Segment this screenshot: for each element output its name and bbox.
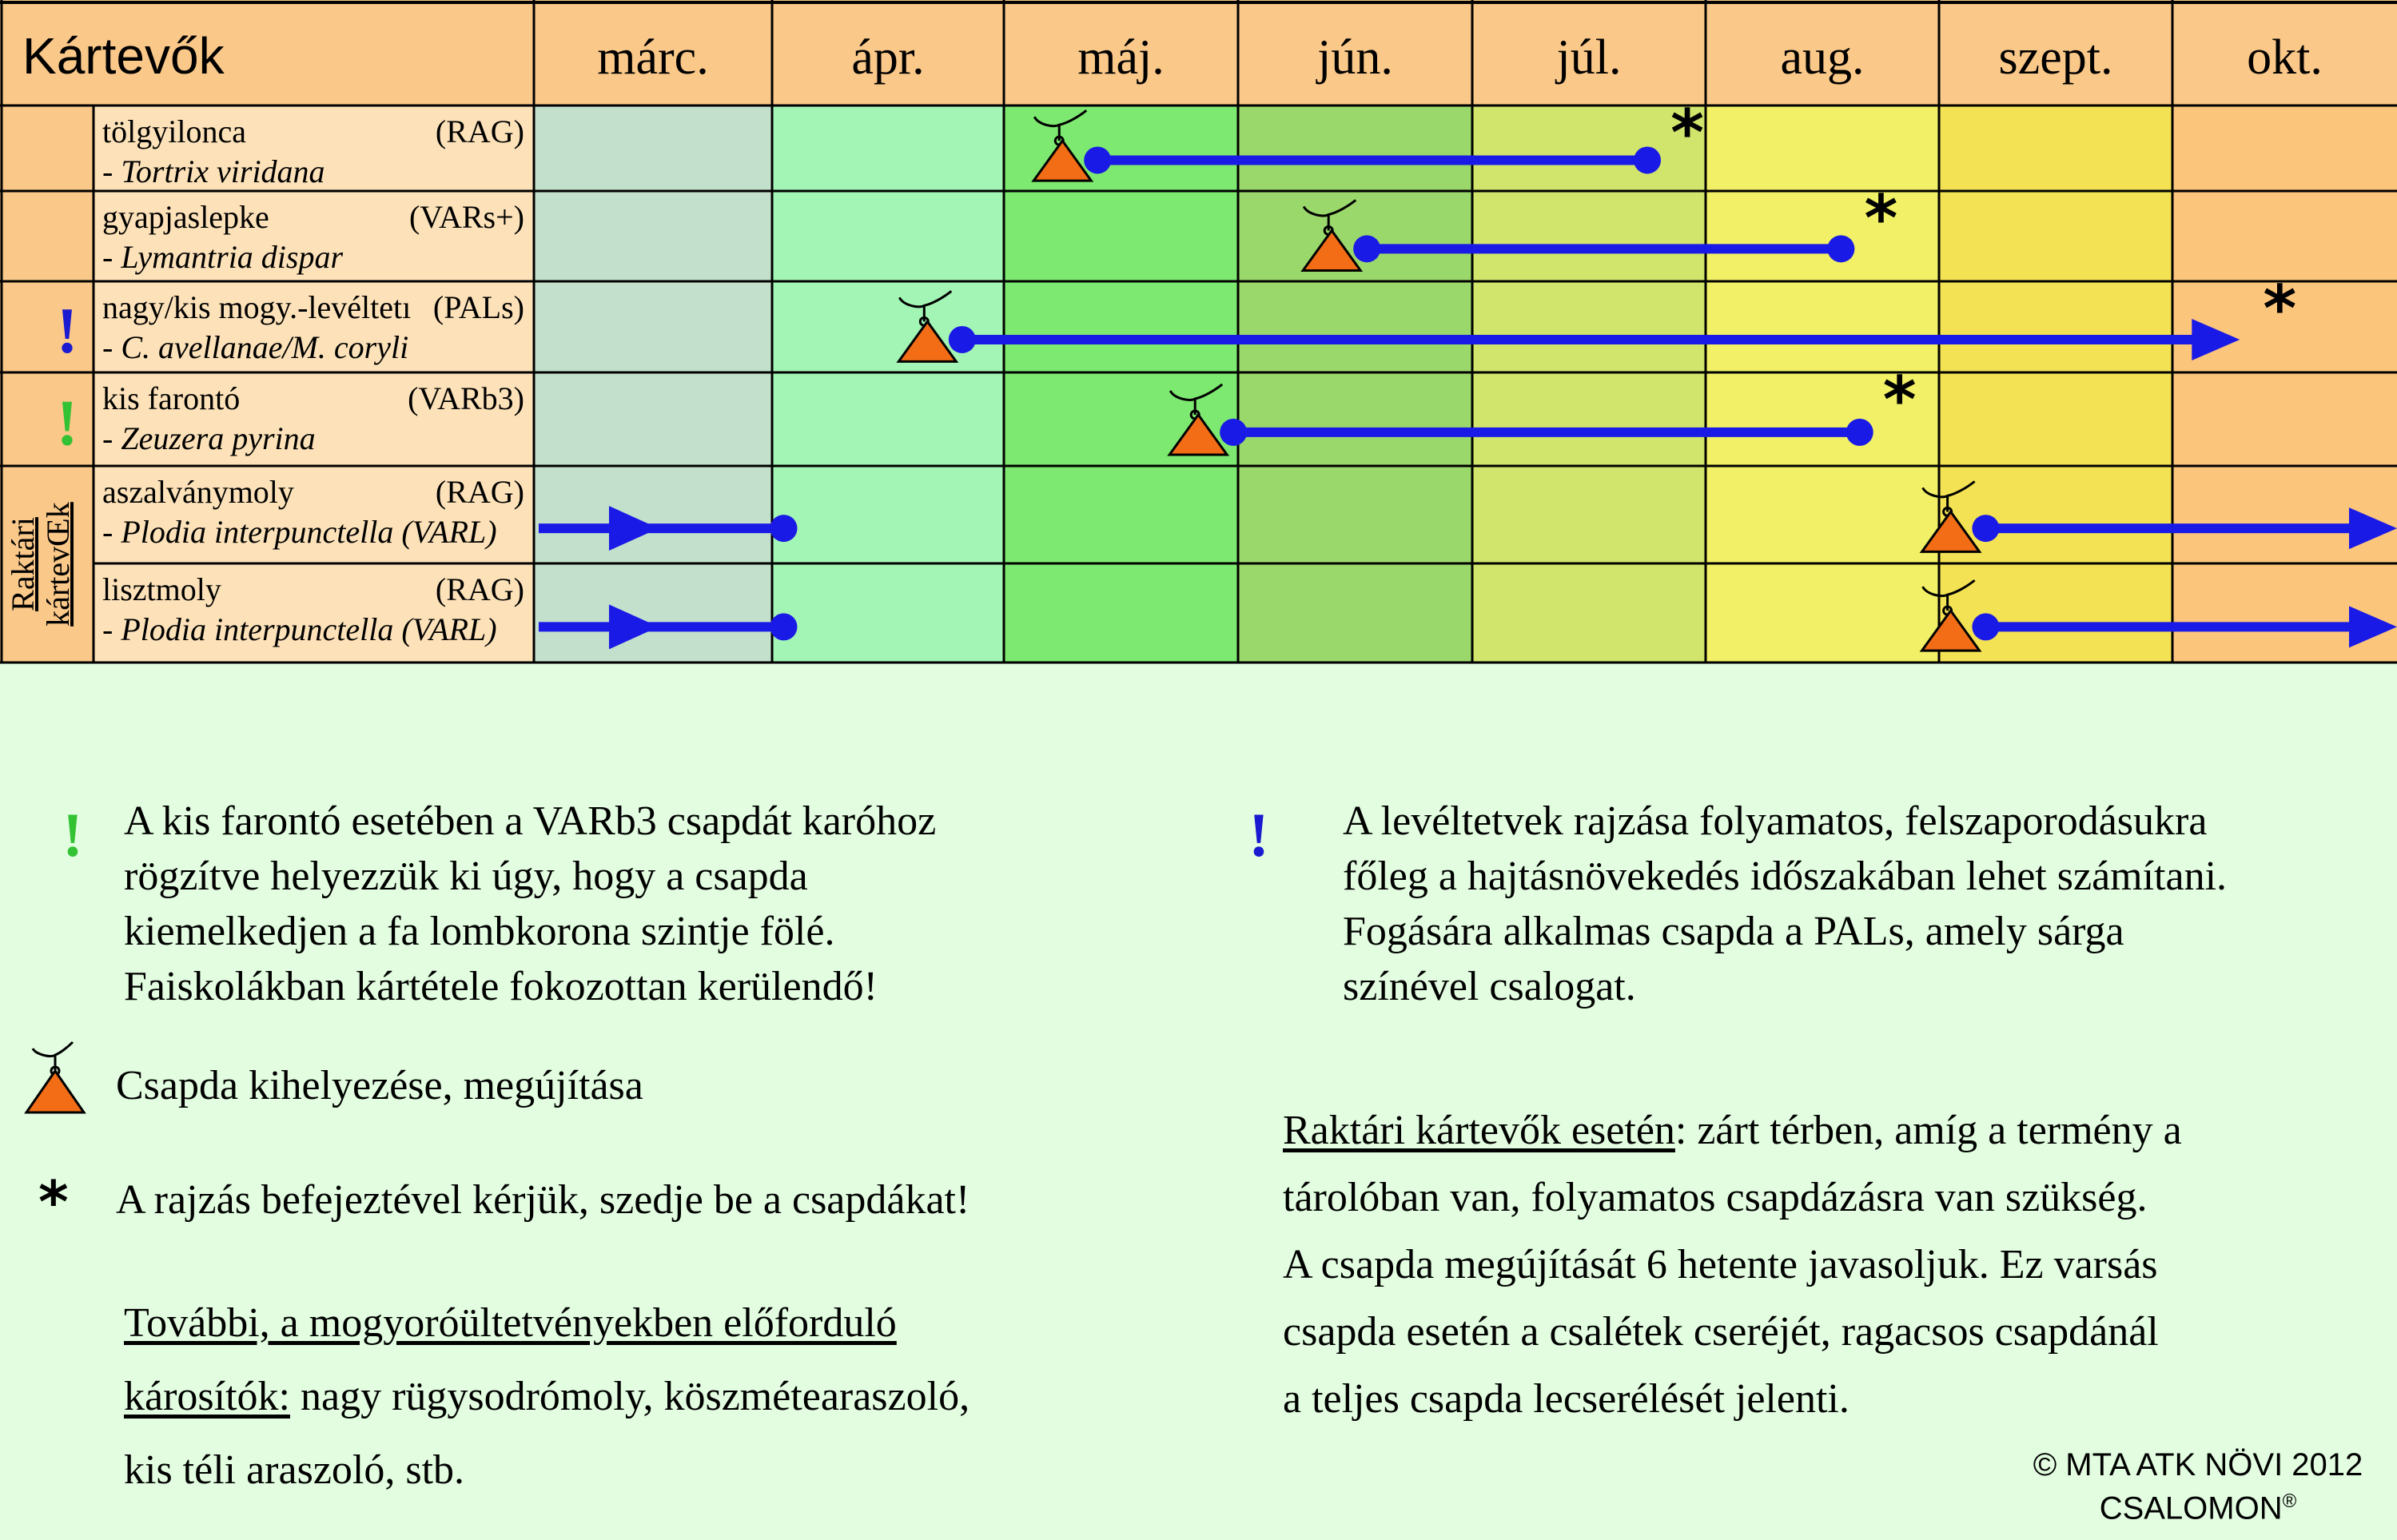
brand-name: CSALOMON: [2099, 1490, 2283, 1526]
blue-exclamation-icon: !: [1248, 800, 1269, 869]
table-title-header: Kártevők: [22, 27, 225, 85]
further-pests-line: kis téli araszoló, stb.: [124, 1447, 465, 1493]
flight-end-dot: [770, 515, 798, 542]
month-column-1: [534, 105, 772, 663]
asterisk-icon: *: [1864, 181, 1898, 256]
asterisk-icon: *: [2263, 272, 2297, 346]
pest-latin-name: - C. avellanae/M. coryli: [102, 329, 409, 365]
pest-name: tölgyilonca: [102, 113, 246, 149]
pest-latin-name: - Tortrix viridana: [102, 153, 325, 189]
pest-trap-code: (VARs+): [408, 199, 524, 235]
levéltetű-note-line: főleg a hajtásnövekedés időszakában lehet számítani.: [1343, 854, 2228, 899]
storage-note-line: [1283, 1097, 2182, 1164]
month-header: márc.: [597, 30, 709, 85]
flight-start-dot: [1353, 235, 1380, 262]
storage-group-label: kártevŒk: [40, 502, 76, 627]
month-header: jún.: [1317, 30, 1393, 85]
storage-note-line: tárolóban van, folyamatos csapdázásra van szükség.: [1283, 1175, 2148, 1220]
month-header: máj.: [1077, 30, 1165, 85]
month-header: okt.: [2247, 30, 2323, 85]
pest-trap-code: (RAG): [435, 113, 524, 149]
copyright-brand: [2014, 1483, 2382, 1526]
month-header: ápr.: [851, 30, 925, 85]
flight-end-dot: [1827, 235, 1854, 262]
month-column-4: [1238, 105, 1472, 663]
farontó-note-line: kiemelkedjen a fa lombkorona szintje fölé.: [124, 909, 835, 954]
pest-latin-name: - Plodia interpunctella (VARL): [102, 514, 497, 550]
month-column-5: [1472, 105, 1706, 663]
flight-start-dot: [1084, 146, 1111, 173]
further-pests-heading: További, a mogyoróültetvényekben előforduló: [124, 1300, 897, 1346]
copyright-line: © MTA ATK NÖVI 2012: [2033, 1447, 2363, 1482]
farontó-note-line: A kis farontó esetében a VARb3 csapdát karóhoz: [124, 798, 937, 844]
pest-trap-code: (VARb3): [408, 380, 524, 416]
farontó-note: [124, 794, 936, 1014]
storage-note-line: A csapda megújítását 6 hetente javasoljuk. Ez varsás: [1283, 1242, 2158, 1287]
green-exclamation-icon: !: [62, 800, 83, 869]
copyright: [2014, 1446, 2382, 1526]
pest-name: gyapjaslepke: [102, 199, 269, 235]
month-column-7: [1939, 105, 2172, 663]
asterisk-icon: *: [1882, 363, 1917, 437]
storage-group-label: Raktári: [5, 517, 41, 611]
pest-name: kis farontó: [102, 380, 241, 416]
blue-exclamation-icon: !: [56, 294, 78, 367]
month-header: júl.: [1556, 30, 1622, 85]
green-exclamation-icon: !: [56, 386, 78, 460]
further-pests-list: nagy rügysodrómoly, köszmétearaszoló,: [289, 1374, 970, 1419]
levéltetű-note-line: A levéltetvek rajzása folyamatos, felszaporodásukra: [1343, 798, 2208, 844]
farontó-note-line: rögzítve helyezzük ki úgy, hogy a csapda: [124, 854, 808, 899]
trap-legend-text: Csapda kihelyezése, megújítása: [116, 1063, 643, 1108]
month-header: aug.: [1780, 30, 1865, 85]
further-pests-heading-end: károsítók:: [124, 1374, 290, 1419]
registered-mark: ®: [2282, 1490, 2297, 1512]
month-header: szept.: [1998, 30, 2113, 85]
storage-pests-note: [1283, 1097, 2182, 1433]
further-pests-note: [124, 1287, 970, 1507]
asterisk-icon: *: [1670, 96, 1704, 170]
month-column-2: [772, 105, 1004, 663]
storage-note-line: a teljes csapda lecserélését jelenti.: [1283, 1376, 1850, 1422]
flight-start-dot: [1220, 419, 1247, 446]
levéltetű-note-line: színével csalogat.: [1343, 964, 1636, 1009]
flight-start-dot: [949, 326, 976, 353]
flight-start-dot: [1972, 613, 1999, 640]
flight-calendar-chart: [0, 0, 2397, 667]
pest-latin-name: - Plodia interpunctella (VARL): [102, 611, 497, 647]
pest-name: lisztmoly: [102, 571, 221, 607]
pest-trap-code: (PALs): [432, 289, 524, 325]
month-column-8: [2172, 105, 2397, 663]
pest-latin-name: - Lymantria dispar: [102, 239, 344, 275]
levéltetű-note-line: Fogására alkalmas csapda a PALs, amely sárga: [1343, 909, 2124, 954]
pest-trap-code: (RAG): [435, 474, 524, 510]
levéltetű-note: [1343, 794, 2227, 1014]
flight-end-dot: [770, 613, 798, 640]
further-pests-line: [124, 1360, 970, 1434]
flight-start-dot: [1972, 515, 1999, 542]
trap-legend-icon: [20, 1039, 92, 1119]
pest-name: aszalványmoly: [102, 474, 294, 510]
star-legend-text: A rajzás befejeztével kérjük, szedje be a csapdákat!: [116, 1177, 970, 1223]
farontó-note-line: Faiskolákban kártétele fokozottan kerülendő!: [124, 964, 878, 1009]
pest-latin-name: - Zeuzera pyrina: [102, 420, 316, 456]
storage-note-title: Raktári kártevők esetén: [1283, 1108, 1675, 1153]
flight-end-dot: [1846, 419, 1873, 446]
storage-note-line: csapda esetén a csalétek cseréjét, ragacsos csapdánál: [1283, 1309, 2159, 1355]
pest-name: nagy/kis mogy.-levéltetı: [102, 289, 412, 325]
asterisk-icon: *: [38, 1168, 69, 1236]
flight-end-dot: [1634, 146, 1661, 173]
pest-trap-code: (RAG): [435, 571, 524, 607]
storage-note-text: : zárt térben, amíg a termény a: [1674, 1108, 2182, 1153]
month-column-3: [1004, 105, 1238, 663]
